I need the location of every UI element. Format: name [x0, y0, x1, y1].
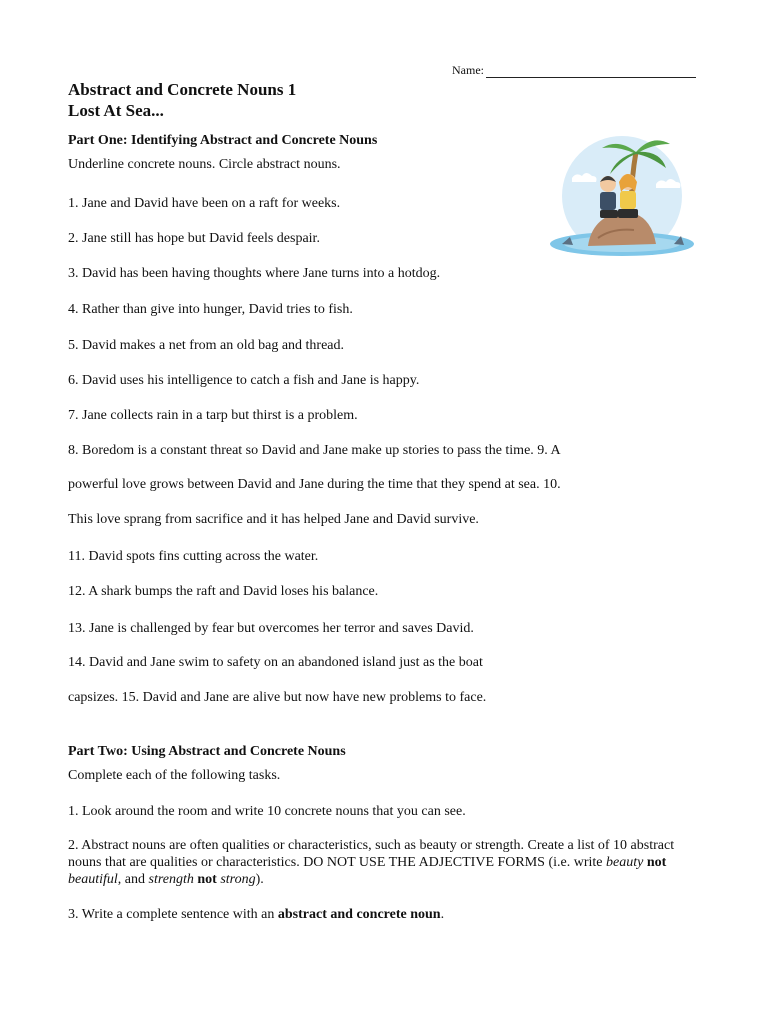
task-one: 1. Look around the room and write 10 concrete nouns that you can see.	[68, 804, 466, 819]
task-three-text: 3. Write a complete sentence with an	[68, 907, 278, 922]
example-word: beautiful	[68, 872, 118, 887]
example-word: strong	[220, 872, 256, 887]
emphasis-not: not	[646, 855, 667, 870]
task-two-text: 2. Abstract nouns are often qualities or characteristics, such as beauty or strength. Create a list of 10 abstract nouns that are qualities or characteristics. DO NOT USE THE ADJECTIVE FORMS (i.e. write	[68, 838, 675, 870]
part-one-sentence: 3. David has been having thoughts where Jane turns into a hotdog.	[68, 266, 441, 281]
worksheet-title: Abstract and Concrete Nouns 1	[68, 80, 297, 99]
example-word: beauty	[606, 855, 644, 870]
task-three-end: .	[440, 907, 445, 922]
part-one-sentence: 13. Jane is challenged by fear but overcomes her terror and saves David.	[68, 621, 474, 636]
example-word: strength	[148, 872, 194, 887]
task-three-bold: abstract and concrete noun	[277, 907, 441, 922]
part-one-sentence: 14. David and Jane swim to safety on an abandoned island just as the boat	[68, 655, 483, 670]
part-one-sentence: 1. Jane and David have been on a raft for weeks.	[68, 196, 341, 211]
part-one-sentence: powerful love grows between David and Jane during the time that they spend at sea. 10.	[68, 477, 561, 492]
part-one-sentence: 11. David spots fins cutting across the water.	[68, 549, 319, 564]
part-one-heading: Part One: Identifying Abstract and Concrete Nouns	[68, 133, 378, 148]
task-three	[68, 907, 444, 923]
part-one-sentence: 8. Boredom is a constant threat so David and Jane make up stories to pass the time. 9. A	[68, 443, 561, 458]
part-one-sentence: This love sprang from sacrifice and it has helped Jane and David survive.	[68, 512, 479, 527]
part-one-sentence: 7. Jane collects rain in a tarp but thirst is a problem.	[68, 408, 358, 423]
island-illustration-svg	[548, 126, 696, 272]
name-underline[interactable]	[486, 66, 696, 78]
task-two-end: ).	[255, 872, 264, 887]
part-one-sentence: 12. A shark bumps the raft and David loses his balance.	[68, 584, 379, 599]
island-illustration	[548, 126, 696, 272]
name-label: Name:	[452, 63, 484, 77]
part-two-heading: Part Two: Using Abstract and Concrete Nouns	[68, 744, 346, 759]
worksheet-subtitle: Lost At Sea...	[68, 101, 164, 120]
part-one-sentence: 2. Jane still has hope but David feels despair.	[68, 231, 320, 246]
part-one-sentence: 5. David makes a net from an old bag and thread.	[68, 338, 345, 353]
part-one-sentence: 4. Rather than give into hunger, David tries to fish.	[68, 302, 353, 317]
part-one-instructions: Underline concrete nouns. Circle abstract nouns.	[68, 157, 341, 172]
part-one-sentence: 6. David uses his intelligence to catch a fish and Jane is happy.	[68, 373, 420, 388]
part-one-sentence: capsizes. 15. David and Jane are alive but now have new problems to face.	[68, 690, 487, 705]
emphasis-not: not	[197, 872, 217, 887]
name-field[interactable]	[452, 63, 696, 78]
task-two-connector: , and	[117, 872, 149, 887]
task-two	[68, 837, 708, 888]
part-two-instructions: Complete each of the following tasks.	[68, 768, 281, 783]
